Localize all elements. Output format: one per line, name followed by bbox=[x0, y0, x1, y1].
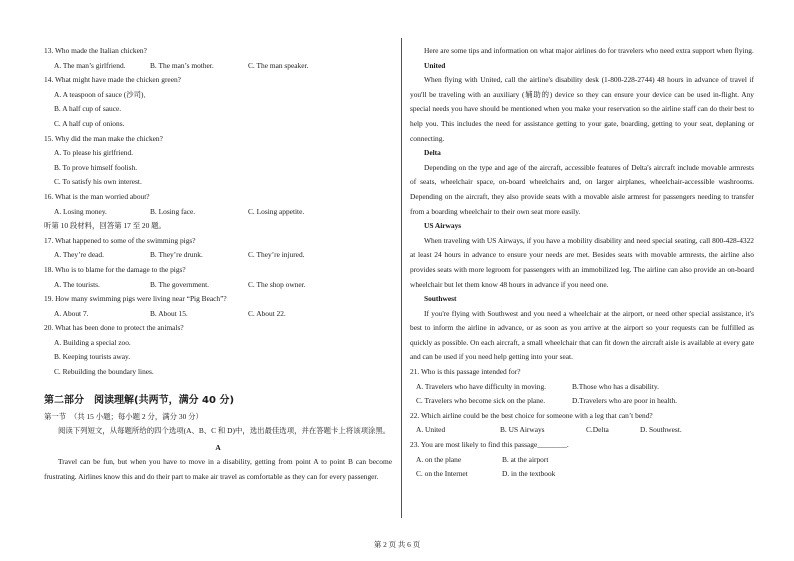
option: B. Losing face. bbox=[150, 206, 196, 216]
directions: 阅读下列短文，从每题所给的四个选项(A、B、C 和 D)中，选出最佳选项，并在答题卡上将该项涂黑。 bbox=[58, 426, 391, 436]
option: B. About 15. bbox=[150, 308, 188, 318]
option: B. Keeping tourists away. bbox=[54, 352, 131, 362]
option: C. They’re injured. bbox=[248, 250, 305, 260]
option: C. Rebuilding the boundary lines. bbox=[54, 367, 154, 377]
option: C. Losing appetite. bbox=[248, 206, 305, 216]
option: A. United bbox=[416, 425, 446, 435]
question-17: 17. What happened to some of the swimming pigs? bbox=[44, 235, 196, 245]
option: B. To prove himself foolish. bbox=[54, 162, 138, 172]
question-23: 23. You are most likely to find this passage________. bbox=[410, 440, 569, 450]
option: A. About 7. bbox=[54, 308, 89, 318]
question-18: 18. Who is to blame for the damage to the pigs? bbox=[44, 264, 186, 274]
option: D. Southwest. bbox=[640, 425, 682, 435]
passage-intro: Travel can be fun, but when you have to move in a disability, getting from point A to point B can become frustrating. Airlines know this and do their part to make air travel as comfortable as they can for every passenger. bbox=[44, 457, 392, 482]
options-23-row2 bbox=[416, 467, 754, 482]
option: C. Travelers who become sick on the plane. bbox=[416, 396, 546, 406]
option: B. They’re drunk. bbox=[150, 250, 203, 260]
listening-instruction: 听第 10 段材料，回答第 17 至 20 题。 bbox=[44, 221, 166, 231]
option: A. The tourists. bbox=[54, 279, 100, 289]
option: D. in the textbook bbox=[502, 469, 556, 479]
option: C. A half cup of onions. bbox=[54, 118, 125, 128]
passage-intro-2: Here are some tips and information on what major airlines do for travelers who need extra support when flying. bbox=[424, 46, 754, 55]
option: A. A teaspoon of sauce (沙司)． bbox=[54, 89, 151, 99]
options-22 bbox=[416, 423, 754, 438]
airline-heading-us-airways: US Airways bbox=[424, 221, 462, 231]
airline-heading-southwest: Southwest bbox=[424, 294, 457, 304]
option: C. The shop owner. bbox=[248, 279, 306, 289]
column-divider bbox=[401, 38, 402, 518]
options-18 bbox=[54, 278, 392, 293]
option: B. at the airport bbox=[502, 454, 549, 464]
options-16 bbox=[54, 205, 392, 220]
right-column bbox=[410, 44, 754, 482]
question-22: 22. Which airline could be the best choice for someone with a leg that can’t bend? bbox=[410, 410, 653, 420]
option: A. Travelers who have difficulty in moving. bbox=[416, 381, 547, 391]
airline-text-united: When flying with United, call the airline's disability desk (1-800-228-2744) 48 hours in advance of travel if you'll be traveling with an auxiliary (辅助的) device so they can ensure your device can be used in-flight. Any special needs you have should be mentioned when you make your reservation so the airline staff can do their best to help you. This includes the need for assistance getting to your gate, boarding, getting to your seat, deplaning or connecting. bbox=[410, 75, 754, 143]
question-16: 16. What is the man worried about? bbox=[44, 191, 150, 201]
question-19: 19. How many swimming pigs were living near “Pig Beach”? bbox=[44, 294, 227, 304]
option: C. on the Internet bbox=[416, 469, 468, 479]
option: B. The government. bbox=[150, 279, 209, 289]
option: B.Those who has a disability. bbox=[572, 381, 659, 391]
option: A. The man’s girlfriend. bbox=[54, 60, 126, 70]
options-17 bbox=[54, 248, 392, 263]
option: A. Building a special zoo. bbox=[54, 337, 131, 347]
question-15: 15. Why did the man make the chicken? bbox=[44, 133, 163, 143]
options-23-row1 bbox=[416, 453, 754, 468]
option: C.Delta bbox=[586, 425, 609, 435]
subsection-title: 第一节 （共 15 小题；每小题 2 分，满分 30 分） bbox=[44, 411, 203, 421]
question-14: 14. What might have made the chicken green? bbox=[44, 75, 181, 85]
option: A. on the plane bbox=[416, 454, 462, 464]
options-19 bbox=[54, 307, 392, 322]
options-13 bbox=[54, 59, 392, 74]
option: B. US Airways bbox=[500, 425, 545, 435]
option: C. About 22. bbox=[248, 308, 286, 318]
option: C. To satisfy his own interest. bbox=[54, 177, 142, 187]
question-13: 13. Who made the Italian chicken? bbox=[44, 46, 147, 55]
airline-heading-delta: Delta bbox=[424, 148, 441, 158]
option: D.Travelers who are poor in health. bbox=[572, 396, 678, 406]
option: A. They’re dead. bbox=[54, 250, 104, 260]
option: B. A half cup of sauce. bbox=[54, 104, 122, 114]
airline-text-us-airways: When traveling with US Airways, if you have a mobility disability and need special seating, call 800-428-4322 at least 24 hours in advance to ensure your needs are met. Besides seats with movable armrests, the airline also provides seats with more legroom for passengers with an immobilized leg. The airline can also provide an on-board wheelchair but let them know 48 hours in advance if you need one. bbox=[410, 235, 754, 289]
question-21: 21. Who is this passage intended for? bbox=[410, 367, 521, 377]
page-footer: 第 2 页 共 6 页 bbox=[373, 540, 421, 549]
left-column bbox=[44, 44, 392, 485]
option: A. To please his girlfriend. bbox=[54, 148, 133, 158]
section-title: 第二部分 阅读理解(共两节，满分 40 分) bbox=[44, 394, 235, 406]
question-20: 20. What has been done to protect the animals? bbox=[44, 323, 184, 333]
airline-text-delta: Depending on the type and age of the aircraft, accessible features of Delta's aircraft include movable armrests of seats, wheelchair space, on-board wheelchairs and, on larger airplanes, wheelchair-accessible washrooms. Depending on the aircraft, they also provide seats with a movable aisle armrest for passengers needing to transfer from a boarding wheelchair to their own seat more easily. bbox=[410, 162, 754, 216]
options-21-row2 bbox=[416, 394, 754, 409]
option: B. The man’s mother. bbox=[150, 60, 214, 70]
passage-label: A bbox=[215, 442, 221, 452]
option: A. Losing money. bbox=[54, 206, 107, 216]
airline-heading-united: United bbox=[424, 60, 446, 70]
options-21-row1 bbox=[416, 380, 754, 395]
airline-text-southwest: If you're flying with Southwest and you need a wheelchair at the airport, or need other special assistance, it's best to inform the airline in advance, or as soon as you arrive at the airport so your requests can be fulfilled as quickly as possible. On each aircraft, a small wheelchair that can fit down the aircraft aisle is available at every gate and can be used if you need help getting into your seat. bbox=[410, 308, 754, 362]
option: C. The man speaker. bbox=[248, 60, 309, 70]
